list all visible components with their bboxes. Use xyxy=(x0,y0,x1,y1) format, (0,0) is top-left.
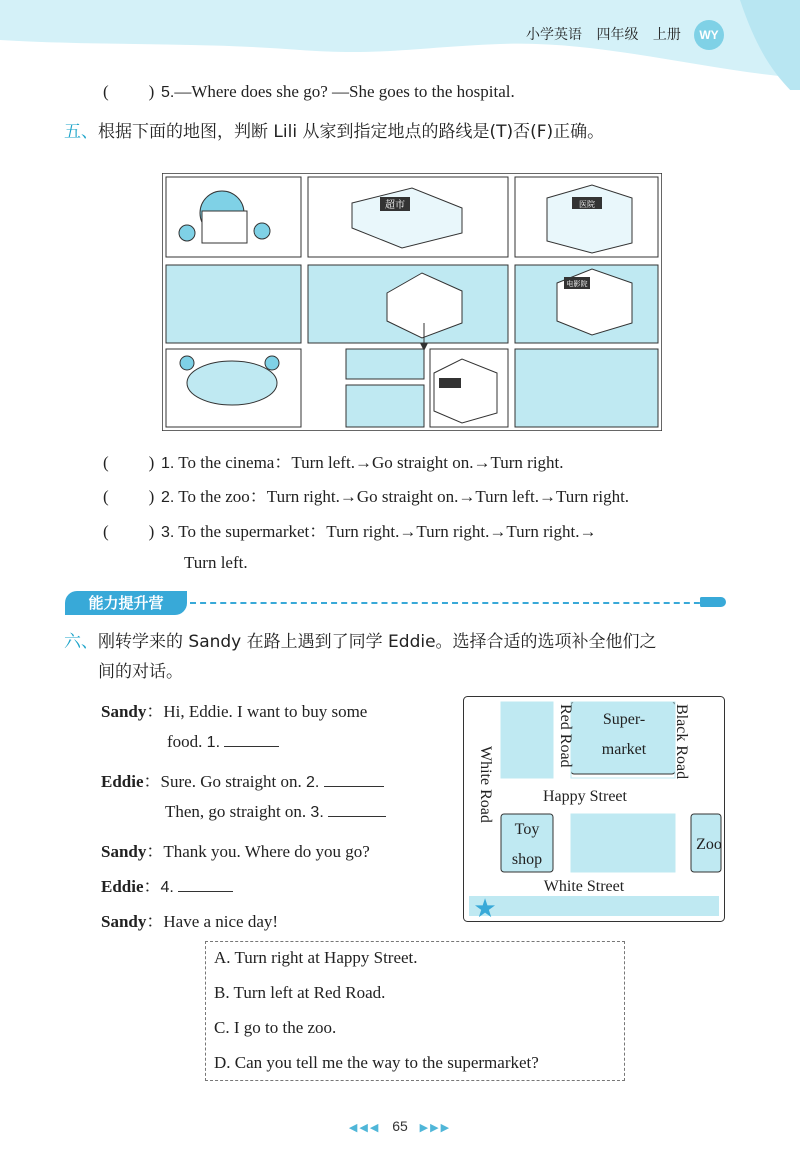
option-b[interactable]: B. Turn left at Red Road. xyxy=(214,983,386,1002)
answer-paren[interactable]: ( ) xyxy=(103,487,155,506)
banner-divider xyxy=(190,602,710,604)
section-6-title: 六、刚转学来的 Sandy 在路上遇到了同学 Eddie。选择合适的选项补全他们之 xyxy=(64,632,657,652)
toy-shop-label-2: shop xyxy=(511,851,543,868)
left-arrows-icon: ◀◀◀ xyxy=(348,1122,381,1134)
question-text: —Where does she go? —She goes to the hospital. xyxy=(174,82,515,101)
right-arrows-icon: ▶▶▶ xyxy=(419,1122,452,1134)
section-6-title-line2: 间的对话。 xyxy=(98,662,183,682)
cinema-building xyxy=(557,269,632,335)
dialogue-line-1: Sandy：Hi, Eddie. I want to buy some xyxy=(101,702,368,721)
ability-banner: 能力提升营 xyxy=(65,591,187,615)
s5-question-2: ( ) 2. To the zoo：Turn right.→Go straight on.→Turn left.→Turn right. xyxy=(103,487,630,506)
happy-street-label: Happy Street xyxy=(543,788,627,805)
dialogue-line-6: Eddie：4. xyxy=(101,872,233,897)
answer-paren[interactable]: ( ) xyxy=(103,453,155,472)
svg-text:电影院: 电影院 xyxy=(566,280,588,288)
white-street-label: White Street xyxy=(543,878,625,895)
header-title xyxy=(526,24,691,44)
option-c[interactable]: C. I go to the zoo. xyxy=(214,1018,337,1037)
page-number: 65 xyxy=(392,1118,408,1134)
prev-question-5: ( ) 5.—Where does she go? —She goes to the hospital. xyxy=(103,82,515,101)
dialogue-line-3: Eddie：Sure. Go straight on. 2. xyxy=(101,767,384,792)
header-band xyxy=(0,0,800,90)
s5-question-3-continuation: Turn left. xyxy=(184,553,248,572)
dialogue-line-7: Sandy：Have a nice day! xyxy=(101,912,279,931)
dialogue-line-4: Then, go straight on. 3. xyxy=(165,802,386,822)
blank-1[interactable] xyxy=(224,732,279,747)
dialogue-line-5: Sandy：Thank you. Where do you go? xyxy=(101,842,370,861)
s5-question-1: ( ) 1. To the cinema：Turn left.→Go straight on.→Turn right. xyxy=(103,453,564,472)
option-a[interactable]: A. Turn right at Happy Street. xyxy=(214,948,418,967)
header-subject: 小学英语 xyxy=(526,27,582,43)
supermarket-label-1: Super- xyxy=(602,711,646,728)
edition-badge: WY xyxy=(694,20,724,50)
blank-3[interactable] xyxy=(328,802,386,817)
answer-paren[interactable]: ( ) xyxy=(103,82,155,101)
blank-4[interactable] xyxy=(178,877,233,892)
header-grade: 四年级 xyxy=(596,27,639,43)
header-volume: 上册 xyxy=(652,27,681,43)
white-road-label: White Road xyxy=(477,746,494,823)
answer-paren[interactable]: ( ) xyxy=(103,522,155,541)
svg-text:超市: 超市 xyxy=(385,200,405,211)
hospital-building xyxy=(547,185,632,253)
toy-shop-label-1: Toy xyxy=(514,821,540,838)
blank-2[interactable] xyxy=(324,772,384,787)
black-road-label: Black Road xyxy=(673,704,690,780)
pencil-icon xyxy=(700,597,726,607)
section-5-title: 五、根据下面的地图，判断 Lili 从家到指定地点的路线是(T)否(F)正确。 xyxy=(64,122,605,142)
zoo-label: Zoo xyxy=(696,836,722,853)
s5-question-3: ( ) 3. To the supermarket：Turn right.→Turn right.→Turn right.→ xyxy=(103,522,597,541)
svg-text:医院: 医院 xyxy=(579,200,595,209)
red-road-label: Red Road xyxy=(557,704,574,768)
option-d[interactable]: D. Can you tell me the way to the supermarket? xyxy=(214,1053,539,1072)
supermarket-label-2: market xyxy=(601,741,647,758)
route-map xyxy=(162,173,662,431)
street-map xyxy=(463,696,725,922)
dialogue-line-2: food. 1. xyxy=(167,732,279,752)
options-box xyxy=(205,941,625,1081)
star-icon: ★ xyxy=(473,894,497,922)
page-footer xyxy=(0,1118,800,1134)
